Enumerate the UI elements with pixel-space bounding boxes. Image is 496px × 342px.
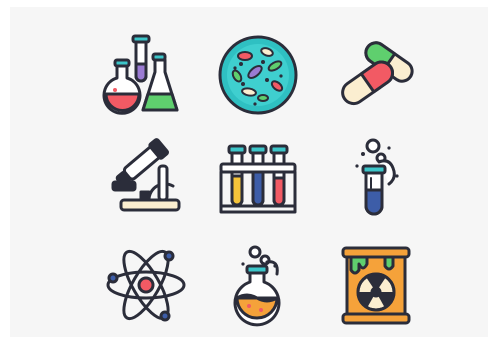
test-tubes-rack-icon [210,131,306,227]
bacteria-petri-dish-icon [210,27,306,123]
radioactive-barrel-icon [328,237,424,333]
test-tube-bubbles-icon [328,131,424,227]
icon-grid [10,7,488,337]
capsule-pills-icon [328,27,424,123]
atom-icon [98,237,194,333]
flasks-icon [98,27,194,123]
round-flask-bubbles-icon [210,237,306,333]
microscope-icon [98,131,194,227]
